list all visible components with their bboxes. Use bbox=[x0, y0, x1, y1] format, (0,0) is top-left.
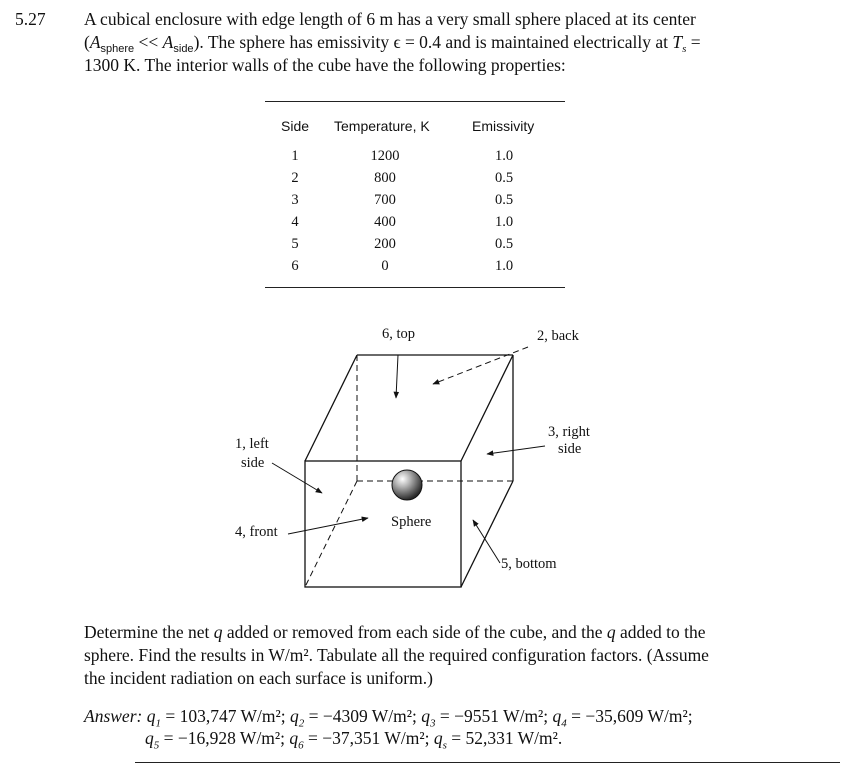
cell-emissivity: 1.0 bbox=[494, 214, 514, 230]
arrow-bottom bbox=[473, 520, 500, 563]
cell-emissivity: 1.0 bbox=[494, 148, 514, 164]
label-back: 2, back bbox=[537, 328, 579, 344]
label-left: 1, left bbox=[235, 436, 269, 452]
cell-side: 3 bbox=[291, 192, 299, 208]
header-temperature: Temperature, K bbox=[334, 118, 430, 134]
question-line-1: Determine the net q added or removed from each side of the cube, and the q added to the bbox=[84, 622, 706, 642]
problem-line-3: 1300 K. The interior walls of the cube have the following properties: bbox=[84, 55, 566, 75]
cell-temperature: 200 bbox=[374, 236, 396, 252]
answer-line-2 bbox=[145, 728, 562, 752]
sphere-shape bbox=[392, 470, 422, 500]
header-side: Side bbox=[281, 118, 310, 134]
arrow-right bbox=[487, 446, 545, 454]
cell-temperature: 800 bbox=[374, 170, 396, 186]
label-right: 3, right bbox=[548, 424, 590, 440]
cell-temperature: 700 bbox=[374, 192, 396, 208]
answer-item: $q_1 = 103,747$ W/m²; bbox=[146, 706, 286, 730]
answer-item: $q_s = 52,331$ W/m². bbox=[433, 728, 563, 752]
page-bottom-rule bbox=[135, 762, 840, 763]
answer-item: $q_5 = -16,928$ W/m²; bbox=[145, 728, 286, 752]
answer-item: $q_6 = -37,351$ W/m²; bbox=[289, 728, 430, 752]
cell-emissivity: 0.5 bbox=[494, 192, 514, 208]
label-left-side: side bbox=[241, 455, 265, 471]
arrow-front bbox=[288, 518, 368, 534]
answer-line-1 bbox=[84, 706, 693, 730]
label-top: 6, top bbox=[382, 326, 416, 342]
cell-side: 6 bbox=[291, 258, 299, 274]
question-line-2: sphere. Find the results in W/m². Tabulate all the required configuration factors. (Assume bbox=[84, 645, 709, 665]
cell-side: 5 bbox=[291, 236, 299, 252]
answer-item: $q_3 = -9551$ W/m²; bbox=[421, 706, 549, 730]
cell-side: 2 bbox=[291, 170, 299, 186]
question-line-3: the incident radiation on each surface is uniform.) bbox=[84, 668, 433, 688]
cell-temperature: 400 bbox=[374, 214, 396, 230]
label-front: 4, front bbox=[235, 524, 278, 540]
label-bottom: 5, bottom bbox=[501, 556, 557, 572]
cell-temperature: 1200 bbox=[370, 148, 400, 164]
problem-line-2: $(A_{sphere} << A_{side})$. The sphere has emissivity ϵ = 0.4 and is maintained electrically at $T_s$ = bbox=[84, 32, 701, 55]
cell-emissivity: 0.5 bbox=[494, 170, 514, 186]
arrow-back bbox=[433, 347, 528, 384]
cell-temperature: 0 bbox=[381, 258, 389, 274]
cell-emissivity: 0.5 bbox=[494, 236, 514, 252]
label-sphere: Sphere bbox=[391, 514, 432, 530]
header-emissivity: Emissivity bbox=[472, 118, 535, 134]
answer-label: Answer: bbox=[84, 706, 143, 726]
answer-item: $q_2 = -4309$ W/m²; bbox=[289, 706, 417, 730]
arrow-top bbox=[396, 355, 398, 398]
problem-line-1: A cubical enclosure with edge length of 6 m has a very small sphere placed at its center bbox=[84, 9, 696, 29]
cell-side: 4 bbox=[291, 214, 299, 230]
answer-item: $q_4 = -35,609$ W/m²; bbox=[552, 706, 693, 730]
label-right-side: side bbox=[558, 441, 582, 457]
cell-emissivity: 1.0 bbox=[494, 258, 514, 274]
problem-number: 5.27 bbox=[15, 9, 46, 29]
arrow-left bbox=[272, 463, 322, 493]
cell-side: 1 bbox=[291, 148, 299, 164]
